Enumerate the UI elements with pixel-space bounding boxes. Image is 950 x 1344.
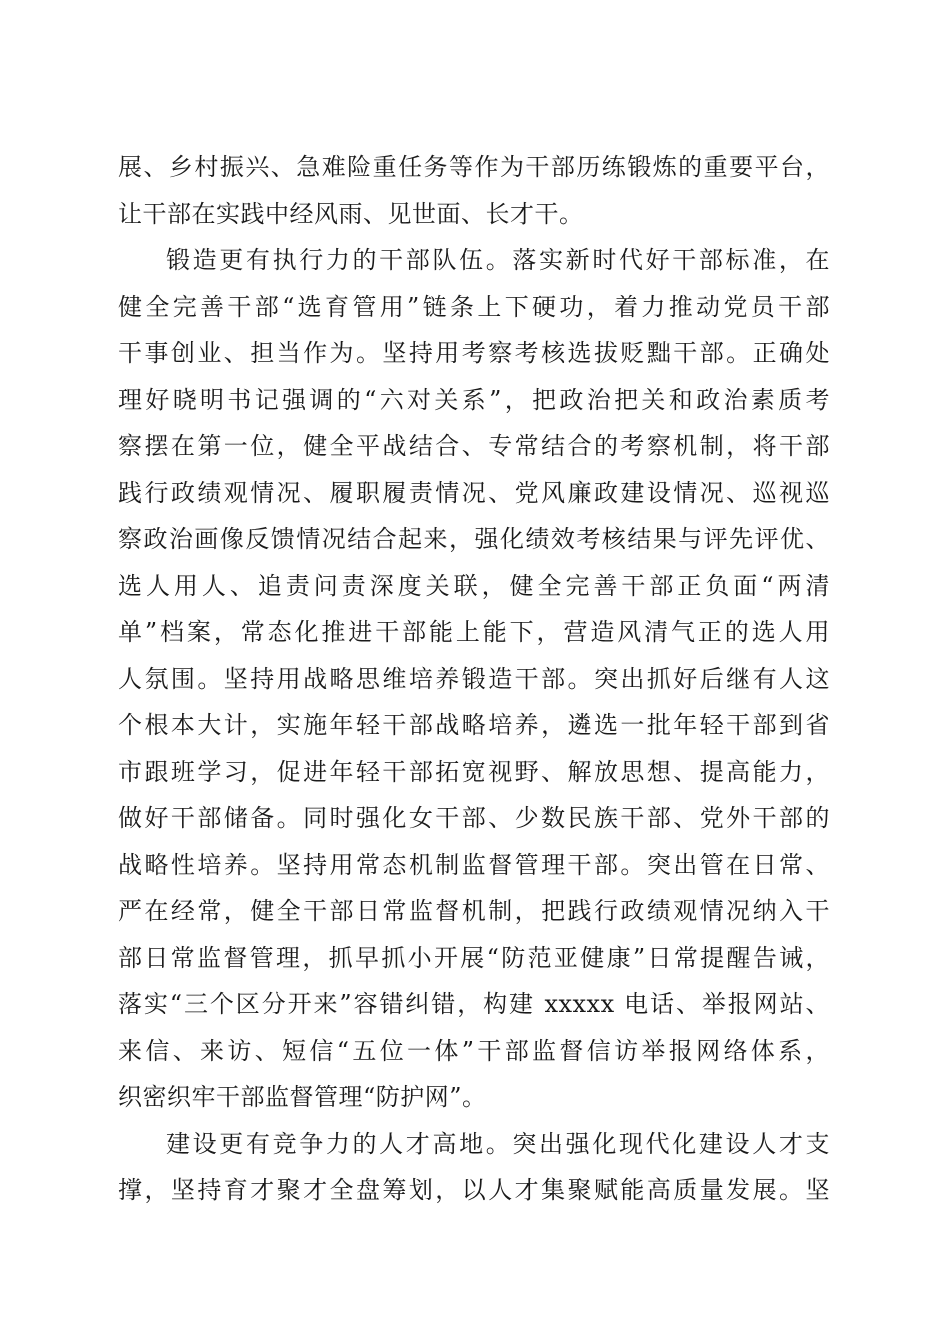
text-line: 理好晓明书记强调的“六对关系”，把政治把关和政治素质考 [118,385,830,414]
text-line: 让干部在实践中经风雨、见世面、长才干。 [118,199,584,228]
text-line: 选人用人、追责问责深度关联，健全完善干部正负面“两清 [118,571,830,600]
text-line: 践行政绩观情况、履职履责情况、党风廉政建设情况、巡视巡 [118,478,830,507]
text-line: 市跟班学习，促进年轻干部拓宽视野、解放思想、提高能力， [118,757,830,786]
paragraph-heading-line: 建设更有竞争力的人才高地。突出强化现代化建设人才支 [166,1129,830,1158]
text-line: 察政治画像反馈情况结合起来，强化绩效考核结果与评先评优、 [118,525,830,553]
text-line: 织密织牢干部监督管理“防护网”。 [118,1083,487,1111]
text-line: 来信、来访、短信“五位一体”干部监督信访举报网络体系， [118,1036,830,1065]
text-line: 人氛围。坚持用战略思维培养锻造干部。突出抓好后继有人这 [118,664,830,693]
text-line: 察摆在第一位，健全平战结合、专常结合的考察机制，将干部 [118,432,830,460]
text-line: 部日常监督管理，抓早抓小开展“防范亚健康”日常提醒告诫， [118,943,830,972]
document-body [118,144,830,1214]
text-line: 健全完善干部“选育管用”链条上下硬功，着力推动党员干部 [118,292,830,321]
text-line: 做好干部储备。同时强化女干部、少数民族干部、党外干部的 [118,804,830,832]
text-line: 干事创业、担当作为。坚持用考察考核选拔贬黜干部。正确处 [118,339,830,367]
text-line: 个根本大计，实施年轻干部战略培养，遴选一批年轻干部到省 [118,711,830,739]
paragraph-heading-line: 锻造更有执行力的干部队伍。落实新时代好干部标准，在 [166,246,830,274]
text-line: 展、乡村振兴、急难险重任务等作为干部历练锻炼的重要平台， [118,153,830,181]
text-line: 撑，坚持育才聚才全盘筹划，以人才集聚赋能高质量发展。坚 [118,1176,830,1204]
text-line: 落实“三个区分开来”容错纠错，构建 xxxxx 电话、举报网站、 [118,990,830,1018]
text-line: 战略性培养。坚持用常态机制监督管理干部。突出管在日常、 [118,850,830,879]
text-line: 单”档案，常态化推进干部能上能下，营造风清气正的选人用 [118,618,830,646]
text-line: 严在经常，健全干部日常监督机制，把践行政绩观情况纳入干 [118,897,830,925]
